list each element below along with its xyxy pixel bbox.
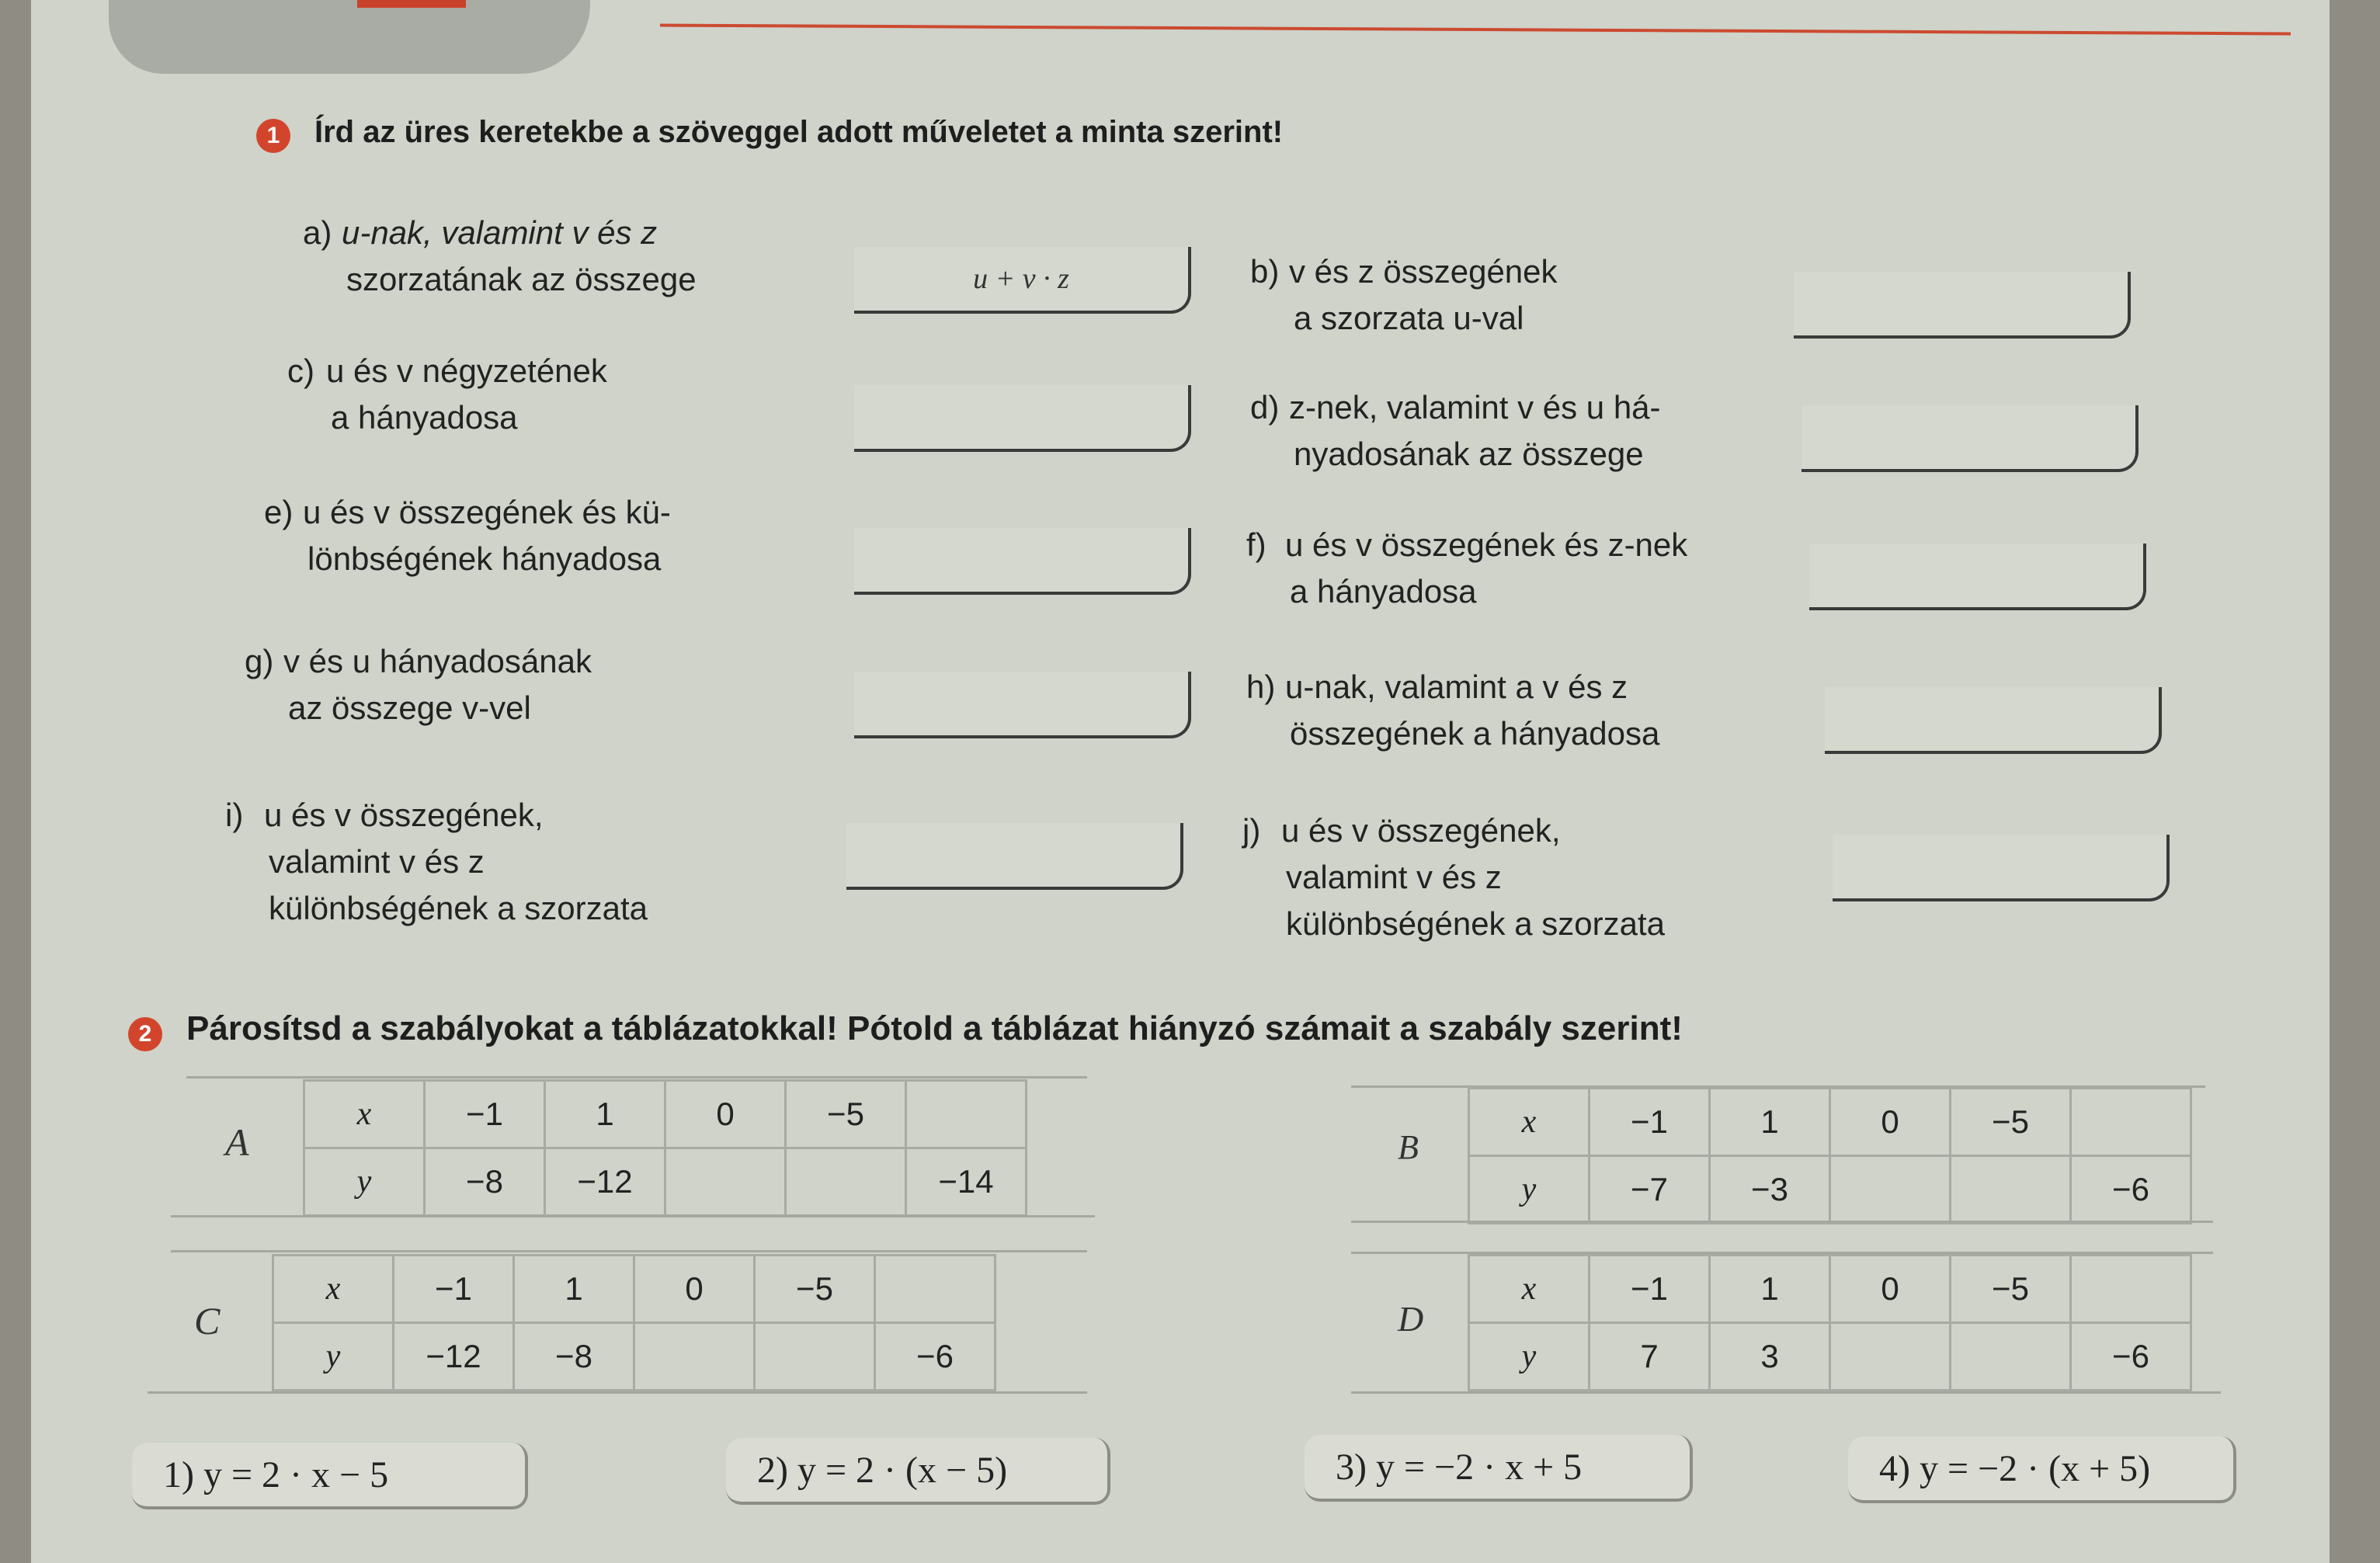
table-a [303,1079,1027,1217]
table-b-y-blank[interactable] [1830,1156,1951,1224]
answer-box-g[interactable] [854,672,1191,738]
exercise-2-instruction: Párosítsd a szabályokat a táblázatokkal! Pótold a táblázat hiányzó számait a szabály szerint! [186,1009,1683,1047]
exercise-2-badge: 2 [128,1017,162,1051]
table-c-x-cell: −1 [394,1256,514,1323]
table-d-x-blank[interactable] [2071,1256,2191,1323]
item-j: j) u és v összegének, valamint v és z különbségének a szorzata [1242,812,1665,942]
table-c-y-cell: −12 [394,1323,514,1391]
workbook-page [31,0,2330,1563]
item-g: g) v és u hányadosának az összege v-vel [245,643,592,726]
table-d [1468,1254,2192,1391]
exercise-1-badge: 1 [256,119,290,153]
table-a-y-cell: −12 [545,1148,665,1216]
table-c-x-cell: −5 [755,1256,875,1323]
item-a: a) u-nak, valamint v és z szorzatának az összege [303,214,697,297]
table-c [272,1254,996,1391]
table-b-name: B [1398,1128,1419,1166]
answer-box-b[interactable] [1794,272,2131,339]
rule-card-4[interactable]: 4) y = −2 · (x + 5) [1848,1436,2236,1503]
table-c-y-blank[interactable] [755,1323,875,1391]
table-a-x-header: x [304,1081,425,1148]
header-rule [660,24,2291,36]
answer-box-i[interactable] [846,823,1183,890]
table-c-top-rule [171,1250,1087,1252]
table-b-x-blank[interactable] [2071,1089,2191,1156]
table-c-bottom-rule [148,1391,1087,1394]
item-i: i) u és v összegének, valamint v és z különbségének a szorzata [225,797,648,926]
table-c-y-header: y [273,1323,394,1391]
table-a-x-cell: 0 [665,1081,786,1148]
answer-box-d[interactable] [1802,405,2139,472]
table-a-y-cell: −14 [906,1148,1027,1216]
table-c-y-blank[interactable] [634,1323,755,1391]
table-b-bottom-rule [1351,1221,2213,1223]
table-c-name: C [194,1299,221,1342]
table-d-y-cell: −6 [2071,1323,2191,1391]
table-d-x-cell: −5 [1951,1256,2071,1323]
table-c-x-cell: 1 [514,1256,634,1323]
exercise-1-instruction: Írd az üres keretekbe a szöveggel adott műveletet a minta szerint! [314,115,1284,149]
table-a-name: A [225,1120,249,1164]
header-tab [109,0,590,74]
table-d-x-cell: −1 [1590,1256,1710,1323]
table-a-x-blank[interactable] [906,1081,1027,1148]
table-a-top-rule [186,1076,1087,1078]
rule-card-2[interactable]: 2) y = 2 · (x − 5) [726,1438,1110,1505]
table-d-y-header: y [1469,1323,1590,1391]
item-c: c) u és v négyzetének a hányadosa [287,353,607,436]
table-d-x-cell: 0 [1830,1256,1951,1323]
item-e: e) u és v összegének és kü- lönbségének hányadosa [264,494,671,577]
table-a-x-cell: −5 [786,1081,906,1148]
table-a-y-cell: −8 [425,1148,545,1216]
table-d-name: D [1398,1299,1424,1339]
table-c-x-header: x [273,1256,394,1323]
answer-box-a[interactable]: u + v · z [854,247,1191,314]
item-d: d) z-nek, valamint v és u há- nyadosának az összege [1250,389,1661,472]
header-accent [357,0,466,8]
table-d-x-header: x [1469,1256,1590,1323]
rule-card-1[interactable]: 1) y = 2 · x − 5 [132,1443,528,1509]
table-c-y-cell: −6 [875,1323,995,1391]
table-b [1468,1087,2192,1224]
table-c-x-cell: 0 [634,1256,755,1323]
answer-box-f[interactable] [1809,544,2146,610]
table-b-x-cell: −5 [1951,1089,2071,1156]
table-b-x-header: x [1469,1089,1590,1156]
table-d-bottom-rule [1351,1391,2221,1394]
table-a-bottom-rule [171,1215,1095,1217]
answer-box-j[interactable] [1833,835,2170,901]
table-a-y-blank[interactable] [786,1148,906,1216]
answer-box-e[interactable] [854,528,1191,595]
table-a-x-cell: −1 [425,1081,545,1148]
table-d-y-blank[interactable] [1951,1323,2071,1391]
table-b-x-cell: −1 [1590,1089,1710,1156]
table-b-y-cell: −3 [1710,1156,1830,1224]
table-b-x-cell: 0 [1830,1089,1951,1156]
table-c-x-blank[interactable] [875,1256,995,1323]
table-b-y-header: y [1469,1156,1590,1224]
table-d-y-cell: 3 [1710,1323,1830,1391]
table-c-y-cell: −8 [514,1323,634,1391]
rule-card-3[interactable]: 3) y = −2 · x + 5 [1305,1435,1693,1502]
item-b: b) v és z összegének a szorzata u-val [1250,253,1558,336]
item-f: f) u és v összegének és z-nek a hányadosa [1246,526,1688,610]
answer-box-h[interactable] [1825,687,2162,754]
table-d-x-cell: 1 [1710,1256,1830,1323]
table-b-y-blank[interactable] [1951,1156,2071,1224]
table-d-y-blank[interactable] [1830,1323,1951,1391]
answer-box-c[interactable] [854,385,1191,452]
table-b-y-cell: −6 [2071,1156,2191,1224]
table-b-y-cell: −7 [1590,1156,1710,1224]
table-b-x-cell: 1 [1710,1089,1830,1156]
item-h: h) u-nak, valamint a v és z összegének a hányadosa [1246,669,1660,752]
table-d-y-cell: 7 [1590,1323,1710,1391]
table-a-x-cell: 1 [545,1081,665,1148]
table-a-y-blank[interactable] [665,1148,786,1216]
table-a-y-header: y [304,1148,425,1216]
